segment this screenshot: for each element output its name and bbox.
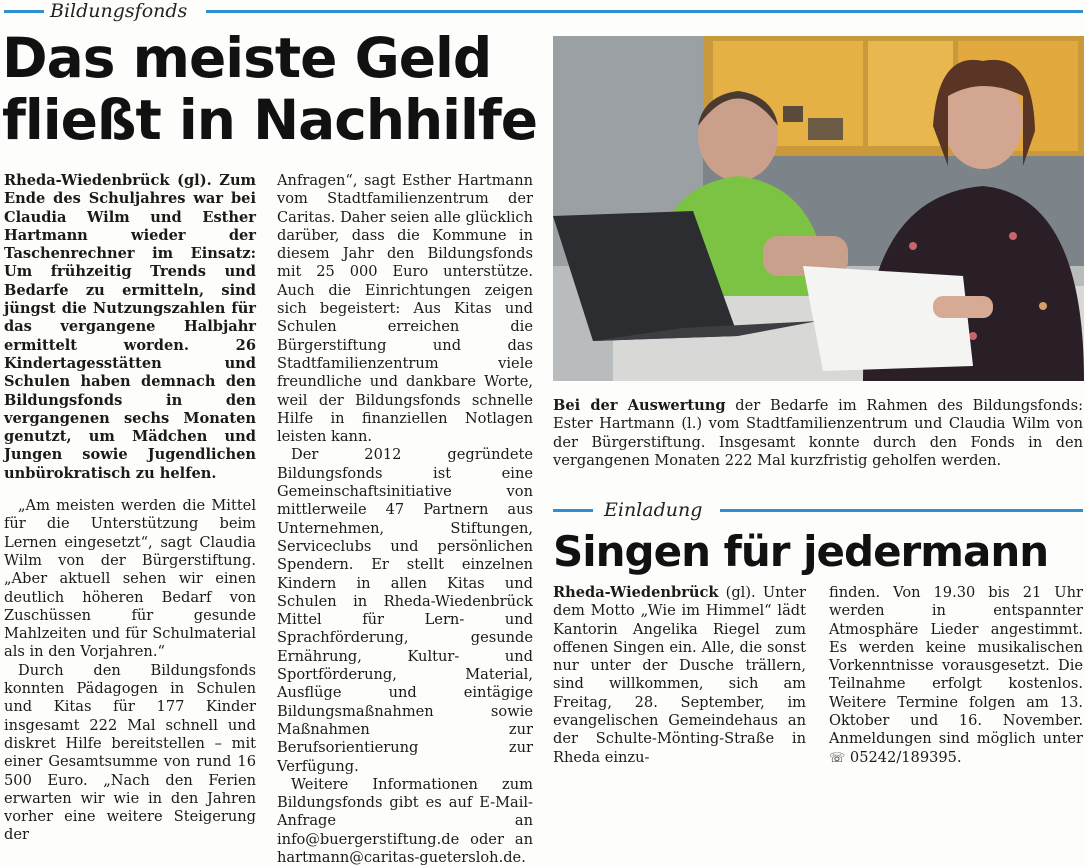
article2-kicker: Einladung [604,499,703,521]
kicker-rule-left [4,10,44,13]
caption-text: der Bedarfe im Rahmen des Bildungsfonds: Ester Hartmann (l.) vom Stadtfamilienzentrum und Claudia Wilm von der Bürgerstiftung. Insgesamt konnte durch den Fonds in den vergangenen Monaten 222 Mal kurzfristig geholfen werden. [553,397,1084,469]
article1-paragraph: Weitere Informationen zum Bildungsfonds gibt es auf E-Mail-Anfrage an info@buergerstiftung.de oder an hartmann@caritas-guetersloh.de. [277,775,533,866]
article1-paragraph: Durch den Bildungsfonds konnten Pädagogen in Schulen und Kitas für 177 Kinder insgesamt 222 Mal schnell und diskret Hilfe bereitstellen – mit einer Gesamtsumme von rund 16 500 Euro. „Nach den Ferien erwarten wir wie in den Jahren vorher eine weitere Steigerung der [4,661,256,844]
article-photo [553,36,1084,381]
article1-headline-line2: fließt in Nachhilfe [2,88,538,152]
photo-caption [553,397,1083,470]
article1-headline-line1: Das meiste Geld [2,26,492,90]
article1-lead: Rheda-Wiedenbrück (gl). Zum Ende des Schuljahres war bei Claudia Wilm und Esther Hartmann wieder der Taschenrechner im Einsatz: Um frühzeitig Trends und Bedarfe zu ermitteln, sind jüngst die Nutzungszahlen für das vergangene Halbjahr ermittelt worden. 26 Kindertagesstätten und Schulen haben demnach den Bildungsfonds in den vergangenen sechs Monaten genutzt, um Mädchen und Jungen sowie Jugendlichen unbürokratisch zu helfen. [4,172,256,482]
article2-column-2 [829,584,1083,768]
article2-text: (gl). Unter dem Motto „Wie im Himmel“ lädt Kantorin Angelika Riegel zum offenen Singen ein. Alle, die sonst nur unter der Dusche trällern, sind willkommen, sich am Freitag, 28. September, im evangelischen Gemeindehaus an der Schulte-Mönting-Straße in Rheda einzu- [553,584,806,766]
article2-paragraph [553,584,806,767]
article2-dateline: Rheda-Wiedenbrück [553,584,719,601]
kicker-rule-right [206,10,1083,13]
article1-column-2 [277,172,533,867]
article2-text: finden. Von 19.30 bis 21 Uhr werden in entspannter Atmosphäre Lieder angestimmt. Es werden keine musikalischen Vorkenntnisse vorausgesetzt. Die Teilnahme erfolgt kostenlos. Weitere Termine folgen am 13. Oktober und 16. November. Anmeldungen sind möglich unter [829,584,1083,748]
caption-lead: Bei der Auswertung [553,397,726,414]
kicker-rule-left-2 [553,509,593,512]
article1-paragraph: Der 2012 gegründete Bildungsfonds ist eine Gemeinschaftsinitiative von mittlerweile 47 Partnern aus Unternehmen, Stiftungen, Serviceclubs und persönlichen Spendern. Er stellt einzelnen Kindern in allen Kitas und Schulen in Rheda-Wiedenbrück Mittel für Lern- und Sprachförderung, gesunde Ernährung, Kultur- und Sportförderung, Material, Ausflüge und eintägige Bildungsmaßnahmen sowie Maßnahmen zur Berufsorientierung zur Verfügung. [277,446,533,775]
phone-icon: ☏ [829,750,846,766]
article1-paragraph: Anfragen“, sagt Esther Hartmann vom Stadtfamilienzentrum der Caritas. Daher seien alle glücklich darüber, dass die Kommune in diesem Jahr den Bildungsfonds mit 25 000 Euro unterstütze. Auch die Einrichtungen zeigen sich begeistert: Aus Kitas und Schulen erreichen die Bürgerstiftung und das Stadtfamilienzentrum viele freundliche und dankbare Worte, weil der Bildungsfonds schnelle Hilfe in finanziellen Notlagen leisten kann. [277,172,533,446]
article1-column-1 [4,172,256,845]
article2-column-1 [553,584,806,767]
article2-paragraph [829,584,1083,768]
article1-paragraph: „Am meisten werden die Mittel für die Unterstützung beim Lernen eingesetzt“, sagt Claudia Wilm von der Bürgerstiftung. „Aber aktuell sehen wir einen deutlich höheren Bedarf von Zuschüssen für gesunde Mahlzeiten und für Schulmaterial als in den Vorjahren.“ [4,497,256,661]
article1-kicker: Bildungsfonds [50,0,188,22]
kicker-rule-right-2 [720,509,1083,512]
phone-number: 05242/189395. [849,748,962,766]
article2-headline: Singen für jedermann [553,527,1049,576]
photo-illustration [553,36,1084,381]
